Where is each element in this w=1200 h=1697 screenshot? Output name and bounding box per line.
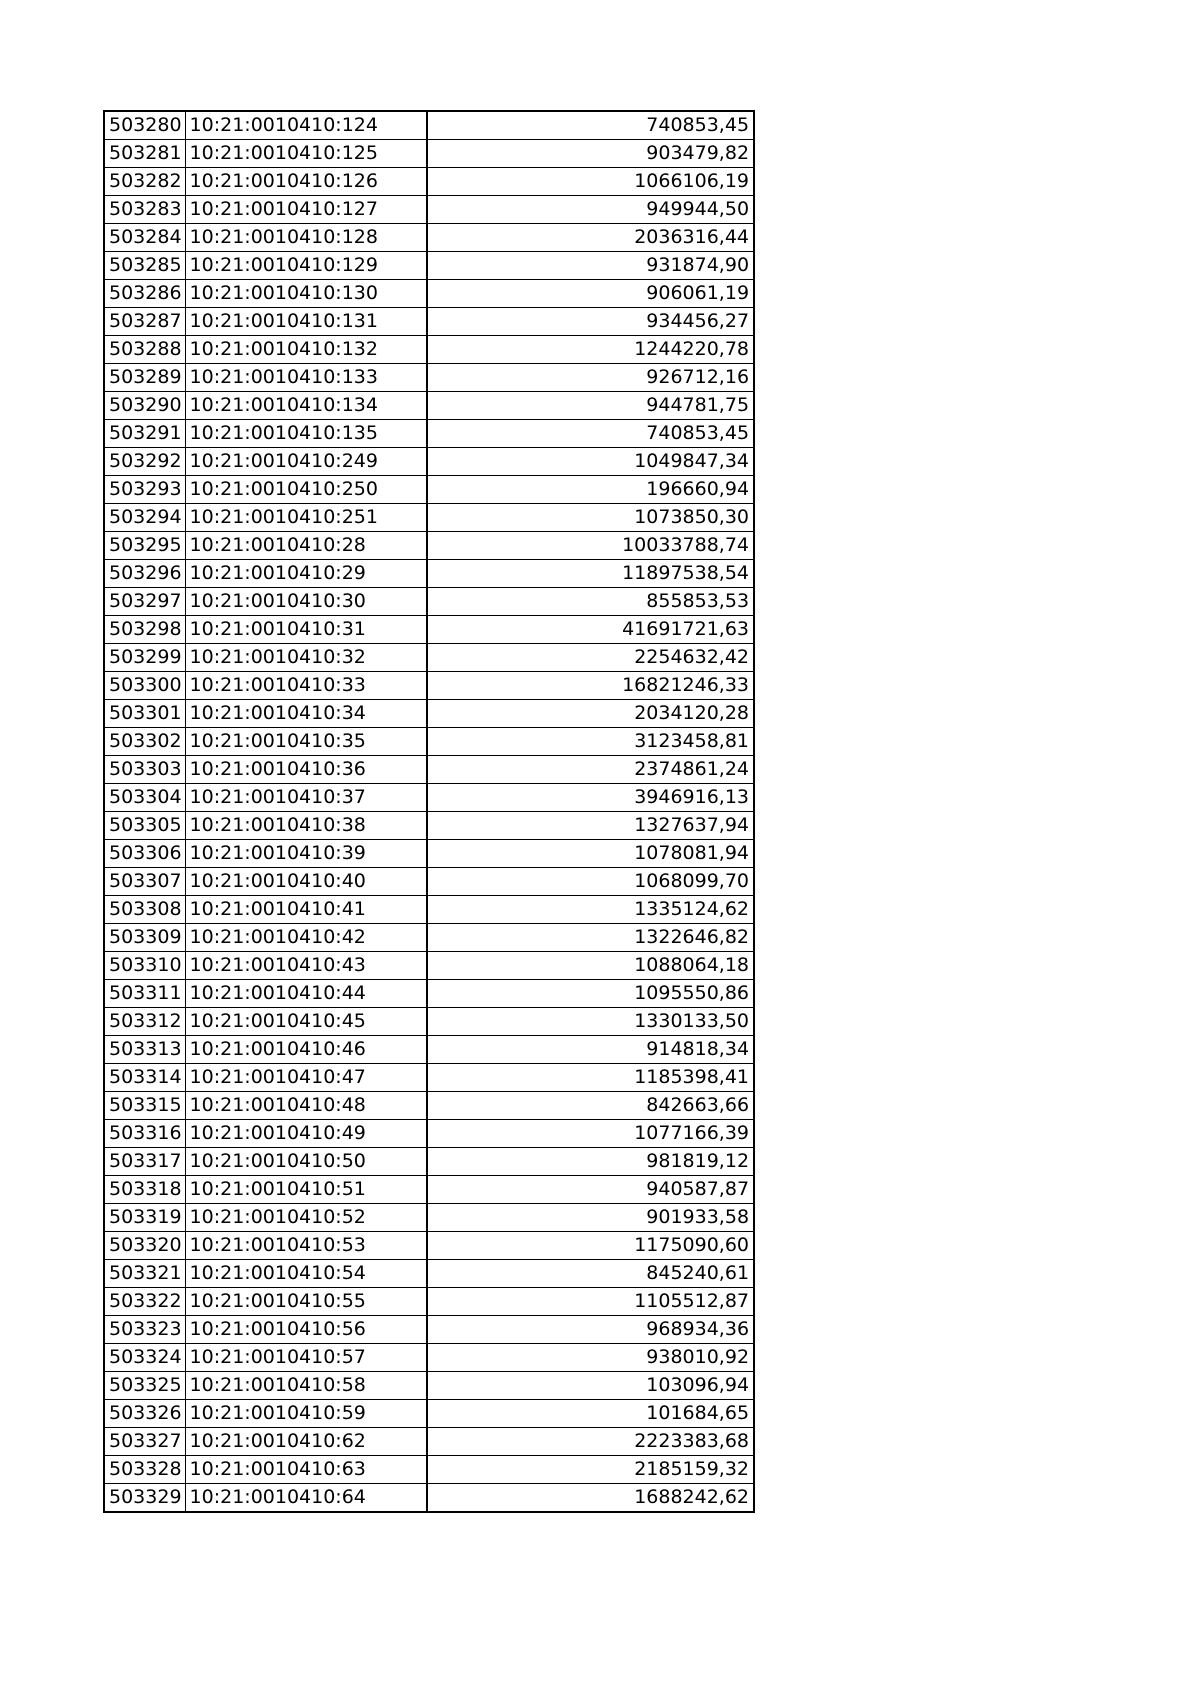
- cadastral-number-cell: 10:21:0010410:59: [185, 1400, 427, 1428]
- row-id-cell: 503302: [104, 728, 185, 756]
- cadastral-number-cell: 10:21:0010410:55: [185, 1288, 427, 1316]
- row-id-cell: 503292: [104, 448, 185, 476]
- table-row: [104, 1036, 754, 1064]
- cadastral-number-cell: 10:21:0010410:250: [185, 476, 427, 504]
- value-cell: 11897538,54: [427, 560, 754, 588]
- cadastral-number-cell: 10:21:0010410:50: [185, 1148, 427, 1176]
- value-cell: 196660,94: [427, 476, 754, 504]
- row-id-cell: 503296: [104, 560, 185, 588]
- value-cell: 3123458,81: [427, 728, 754, 756]
- cadastral-number-cell: 10:21:0010410:48: [185, 1092, 427, 1120]
- value-cell: 2036316,44: [427, 224, 754, 252]
- table-row: [104, 868, 754, 896]
- row-id-cell: 503317: [104, 1148, 185, 1176]
- table-row: [104, 560, 754, 588]
- cadastral-number-cell: 10:21:0010410:129: [185, 252, 427, 280]
- table-row: [104, 1456, 754, 1484]
- row-id-cell: 503329: [104, 1484, 185, 1513]
- table-row: [104, 1176, 754, 1204]
- table-row: [104, 532, 754, 560]
- value-cell: 944781,75: [427, 392, 754, 420]
- row-id-cell: 503312: [104, 1008, 185, 1036]
- table-row: [104, 980, 754, 1008]
- value-cell: 1105512,87: [427, 1288, 754, 1316]
- row-id-cell: 503285: [104, 252, 185, 280]
- row-id-cell: 503320: [104, 1232, 185, 1260]
- cadastral-number-cell: 10:21:0010410:34: [185, 700, 427, 728]
- row-id-cell: 503327: [104, 1428, 185, 1456]
- table-row: [104, 952, 754, 980]
- table-row: [104, 168, 754, 196]
- cadastral-number-cell: 10:21:0010410:33: [185, 672, 427, 700]
- cadastral-number-cell: 10:21:0010410:41: [185, 896, 427, 924]
- row-id-cell: 503328: [104, 1456, 185, 1484]
- value-cell: 906061,19: [427, 280, 754, 308]
- cadastral-number-cell: 10:21:0010410:47: [185, 1064, 427, 1092]
- table-row: [104, 784, 754, 812]
- value-cell: 845240,61: [427, 1260, 754, 1288]
- table-row: [104, 616, 754, 644]
- table-row: [104, 1316, 754, 1344]
- cadastral-number-cell: 10:21:0010410:56: [185, 1316, 427, 1344]
- table-row: [104, 1428, 754, 1456]
- table-row: [104, 252, 754, 280]
- value-cell: 103096,94: [427, 1372, 754, 1400]
- table-row: [104, 756, 754, 784]
- table-row: [104, 1344, 754, 1372]
- value-cell: 740853,45: [427, 111, 754, 140]
- row-id-cell: 503288: [104, 336, 185, 364]
- row-id-cell: 503309: [104, 924, 185, 952]
- cadastral-number-cell: 10:21:0010410:62: [185, 1428, 427, 1456]
- cadastral-number-cell: 10:21:0010410:126: [185, 168, 427, 196]
- value-cell: 1078081,94: [427, 840, 754, 868]
- row-id-cell: 503280: [104, 111, 185, 140]
- value-cell: 1688242,62: [427, 1484, 754, 1513]
- table-row: [104, 1008, 754, 1036]
- value-cell: 1068099,70: [427, 868, 754, 896]
- cadastral-value-table: [103, 110, 755, 1513]
- value-cell: 938010,92: [427, 1344, 754, 1372]
- row-id-cell: 503297: [104, 588, 185, 616]
- row-id-cell: 503315: [104, 1092, 185, 1120]
- row-id-cell: 503314: [104, 1064, 185, 1092]
- value-cell: 1073850,30: [427, 504, 754, 532]
- row-id-cell: 503299: [104, 644, 185, 672]
- cadastral-number-cell: 10:21:0010410:57: [185, 1344, 427, 1372]
- value-cell: 931874,90: [427, 252, 754, 280]
- cadastral-number-cell: 10:21:0010410:125: [185, 140, 427, 168]
- value-cell: 1175090,60: [427, 1232, 754, 1260]
- cadastral-number-cell: 10:21:0010410:135: [185, 420, 427, 448]
- value-cell: 1330133,50: [427, 1008, 754, 1036]
- value-cell: 855853,53: [427, 588, 754, 616]
- value-cell: 1185398,41: [427, 1064, 754, 1092]
- row-id-cell: 503282: [104, 168, 185, 196]
- value-cell: 1066106,19: [427, 168, 754, 196]
- table-row: [104, 280, 754, 308]
- row-id-cell: 503325: [104, 1372, 185, 1400]
- cadastral-number-cell: 10:21:0010410:45: [185, 1008, 427, 1036]
- row-id-cell: 503321: [104, 1260, 185, 1288]
- cadastral-number-cell: 10:21:0010410:249: [185, 448, 427, 476]
- table-row: [104, 1232, 754, 1260]
- value-cell: 2034120,28: [427, 700, 754, 728]
- value-cell: 901933,58: [427, 1204, 754, 1232]
- cadastral-number-cell: 10:21:0010410:42: [185, 924, 427, 952]
- table-row: [104, 588, 754, 616]
- value-cell: 740853,45: [427, 420, 754, 448]
- cadastral-number-cell: 10:21:0010410:64: [185, 1484, 427, 1513]
- row-id-cell: 503295: [104, 532, 185, 560]
- table-row: [104, 196, 754, 224]
- cadastral-number-cell: 10:21:0010410:28: [185, 532, 427, 560]
- table-row: [104, 896, 754, 924]
- value-cell: 41691721,63: [427, 616, 754, 644]
- value-cell: 1322646,82: [427, 924, 754, 952]
- cadastral-number-cell: 10:21:0010410:40: [185, 868, 427, 896]
- cadastral-number-cell: 10:21:0010410:46: [185, 1036, 427, 1064]
- row-id-cell: 503324: [104, 1344, 185, 1372]
- cadastral-number-cell: 10:21:0010410:51: [185, 1176, 427, 1204]
- row-id-cell: 503283: [104, 196, 185, 224]
- table-row: [104, 224, 754, 252]
- table-row: [104, 1484, 754, 1513]
- table-row: [104, 140, 754, 168]
- value-cell: 10033788,74: [427, 532, 754, 560]
- cadastral-number-cell: 10:21:0010410:127: [185, 196, 427, 224]
- cadastral-number-cell: 10:21:0010410:31: [185, 616, 427, 644]
- table-row: [104, 111, 754, 140]
- table-row: [104, 504, 754, 532]
- value-cell: 949944,50: [427, 196, 754, 224]
- table-row: [104, 672, 754, 700]
- row-id-cell: 503294: [104, 504, 185, 532]
- row-id-cell: 503306: [104, 840, 185, 868]
- value-cell: 926712,16: [427, 364, 754, 392]
- value-cell: 2185159,32: [427, 1456, 754, 1484]
- cadastral-number-cell: 10:21:0010410:251: [185, 504, 427, 532]
- value-cell: 981819,12: [427, 1148, 754, 1176]
- cadastral-number-cell: 10:21:0010410:58: [185, 1372, 427, 1400]
- row-id-cell: 503287: [104, 308, 185, 336]
- value-cell: 2254632,42: [427, 644, 754, 672]
- table-row: [104, 392, 754, 420]
- row-id-cell: 503313: [104, 1036, 185, 1064]
- table-row: [104, 1372, 754, 1400]
- row-id-cell: 503310: [104, 952, 185, 980]
- cadastral-number-cell: 10:21:0010410:37: [185, 784, 427, 812]
- row-id-cell: 503298: [104, 616, 185, 644]
- table-row: [104, 840, 754, 868]
- cadastral-number-cell: 10:21:0010410:133: [185, 364, 427, 392]
- row-id-cell: 503304: [104, 784, 185, 812]
- cadastral-number-cell: 10:21:0010410:29: [185, 560, 427, 588]
- cadastral-number-cell: 10:21:0010410:49: [185, 1120, 427, 1148]
- value-cell: 940587,87: [427, 1176, 754, 1204]
- table-row: [104, 728, 754, 756]
- table-row: [104, 1092, 754, 1120]
- row-id-cell: 503300: [104, 672, 185, 700]
- cadastral-number-cell: 10:21:0010410:32: [185, 644, 427, 672]
- table-row: [104, 448, 754, 476]
- cadastral-number-cell: 10:21:0010410:30: [185, 588, 427, 616]
- row-id-cell: 503326: [104, 1400, 185, 1428]
- value-cell: 101684,65: [427, 1400, 754, 1428]
- cadastral-number-cell: 10:21:0010410:53: [185, 1232, 427, 1260]
- cadastral-number-cell: 10:21:0010410:124: [185, 111, 427, 140]
- cadastral-number-cell: 10:21:0010410:39: [185, 840, 427, 868]
- table-row: [104, 1288, 754, 1316]
- table-row: [104, 336, 754, 364]
- row-id-cell: 503319: [104, 1204, 185, 1232]
- table-row: [104, 1204, 754, 1232]
- row-id-cell: 503284: [104, 224, 185, 252]
- cadastral-number-cell: 10:21:0010410:36: [185, 756, 427, 784]
- cadastral-number-cell: 10:21:0010410:131: [185, 308, 427, 336]
- cadastral-number-cell: 10:21:0010410:44: [185, 980, 427, 1008]
- row-id-cell: 503303: [104, 756, 185, 784]
- value-cell: 842663,66: [427, 1092, 754, 1120]
- row-id-cell: 503305: [104, 812, 185, 840]
- table-row: [104, 924, 754, 952]
- table-row: [104, 700, 754, 728]
- cadastral-number-cell: 10:21:0010410:128: [185, 224, 427, 252]
- value-cell: 1335124,62: [427, 896, 754, 924]
- value-cell: 914818,34: [427, 1036, 754, 1064]
- table-row: [104, 1120, 754, 1148]
- cadastral-number-cell: 10:21:0010410:38: [185, 812, 427, 840]
- cadastral-number-cell: 10:21:0010410:134: [185, 392, 427, 420]
- row-id-cell: 503308: [104, 896, 185, 924]
- row-id-cell: 503307: [104, 868, 185, 896]
- cadastral-number-cell: 10:21:0010410:43: [185, 952, 427, 980]
- value-cell: 1327637,94: [427, 812, 754, 840]
- table-row: [104, 476, 754, 504]
- cadastral-number-cell: 10:21:0010410:63: [185, 1456, 427, 1484]
- cadastral-number-cell: 10:21:0010410:130: [185, 280, 427, 308]
- value-cell: 968934,36: [427, 1316, 754, 1344]
- row-id-cell: 503286: [104, 280, 185, 308]
- value-cell: 934456,27: [427, 308, 754, 336]
- value-cell: 2374861,24: [427, 756, 754, 784]
- row-id-cell: 503281: [104, 140, 185, 168]
- value-cell: 3946916,13: [427, 784, 754, 812]
- table-row: [104, 308, 754, 336]
- value-cell: 903479,82: [427, 140, 754, 168]
- table-row: [104, 812, 754, 840]
- value-cell: 1077166,39: [427, 1120, 754, 1148]
- table-body: [104, 111, 754, 1512]
- table-row: [104, 364, 754, 392]
- value-cell: 1088064,18: [427, 952, 754, 980]
- table-row: [104, 1400, 754, 1428]
- cadastral-number-cell: 10:21:0010410:52: [185, 1204, 427, 1232]
- value-cell: 1095550,86: [427, 980, 754, 1008]
- row-id-cell: 503311: [104, 980, 185, 1008]
- cadastral-number-cell: 10:21:0010410:35: [185, 728, 427, 756]
- table-row: [104, 1260, 754, 1288]
- value-cell: 16821246,33: [427, 672, 754, 700]
- table-row: [104, 420, 754, 448]
- row-id-cell: 503318: [104, 1176, 185, 1204]
- row-id-cell: 503290: [104, 392, 185, 420]
- table-row: [104, 1148, 754, 1176]
- value-cell: 1049847,34: [427, 448, 754, 476]
- value-cell: 2223383,68: [427, 1428, 754, 1456]
- row-id-cell: 503323: [104, 1316, 185, 1344]
- row-id-cell: 503293: [104, 476, 185, 504]
- row-id-cell: 503291: [104, 420, 185, 448]
- value-cell: 1244220,78: [427, 336, 754, 364]
- cadastral-number-cell: 10:21:0010410:54: [185, 1260, 427, 1288]
- cadastral-number-cell: 10:21:0010410:132: [185, 336, 427, 364]
- row-id-cell: 503289: [104, 364, 185, 392]
- row-id-cell: 503316: [104, 1120, 185, 1148]
- table-row: [104, 1064, 754, 1092]
- table-row: [104, 644, 754, 672]
- row-id-cell: 503322: [104, 1288, 185, 1316]
- row-id-cell: 503301: [104, 700, 185, 728]
